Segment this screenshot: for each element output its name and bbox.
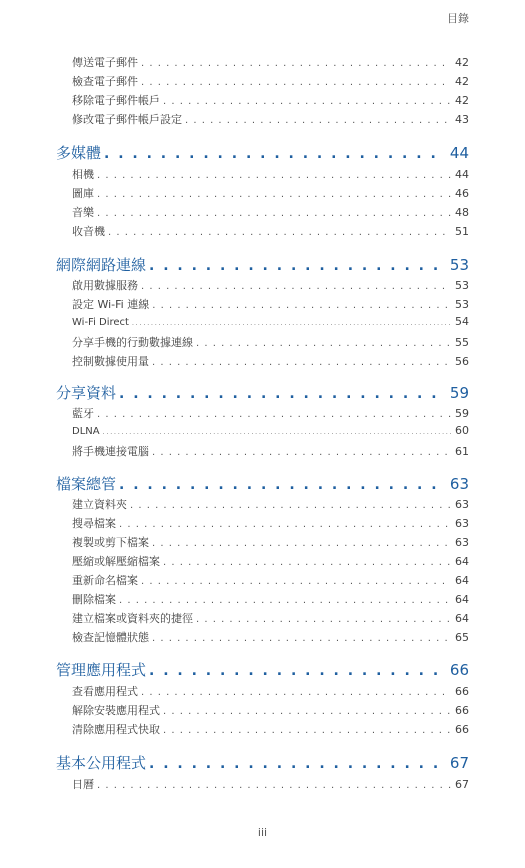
page-number-ref: 63 [455,498,469,511]
toc-section-entry[interactable] [72,204,469,220]
page-number-ref: 64 [455,555,469,568]
page-number-ref: 63 [455,536,469,549]
section-title: 相機 [72,168,94,181]
page-number-ref: 48 [455,206,469,219]
dot-leader [196,338,451,349]
page-number-ref: 44 [449,144,469,162]
dot-leader [163,706,451,717]
section-title: 清除應用程式快取 [72,723,160,736]
toc-section-entry[interactable] [72,629,469,645]
section-title: 將手機連接電腦 [72,445,149,458]
toc-section-entry[interactable] [72,591,469,607]
section-title: 解除安裝應用程式 [72,704,160,717]
toc-section-entry[interactable] [72,721,469,737]
toc-section-entry[interactable] [72,73,469,89]
page-number-ref: 64 [455,612,469,625]
dot-leader [152,538,451,549]
page-number-ref: 63 [455,517,469,530]
toc-section-entry[interactable] [72,776,469,792]
toc-section-entry[interactable] [72,353,469,369]
dot-leader [149,258,446,274]
section-title: 移除電子郵件帳戶 [72,94,160,107]
page-number-ref: 59 [455,407,469,420]
dot-leader [141,281,451,292]
dot-leader [119,519,451,530]
toc-section-entry[interactable] [72,405,469,421]
dot-leader [119,595,451,606]
dot-leader [141,58,451,69]
dot-leader [141,687,451,698]
dot-leader [108,227,451,238]
dot-leader [149,663,446,679]
toc-section-entry[interactable] [72,515,469,531]
page-number-ref: 66 [449,661,469,679]
section-title: 音樂 [72,206,94,219]
dot-leader [141,77,451,88]
section-title: Wi-Fi Direct [72,317,129,328]
toc-section-entry[interactable] [72,572,469,588]
toc-section-entry[interactable] [72,92,469,108]
toc-chapter-entry[interactable] [56,254,469,275]
section-title: 收音機 [72,225,105,238]
toc-section-entry[interactable] [72,315,469,328]
chapter-title: 檔案總管 [56,475,117,493]
page-number-ref: 53 [455,279,469,292]
dot-leader [130,500,451,511]
toc-chapter-entry[interactable] [56,752,469,773]
section-title: 啟用數據服務 [72,279,138,292]
section-title: 查看應用程式 [72,685,138,698]
toc-chapter-entry[interactable] [56,473,469,494]
page-number-ref: 54 [455,315,469,328]
page-number-ref: 42 [455,75,469,88]
dot-leader [149,756,446,772]
section-title: 藍牙 [72,407,94,420]
toc-section-entry[interactable] [72,166,469,182]
section-title: 檢查記憶體狀態 [72,631,149,644]
page-number-ref: 63 [449,475,469,493]
page-number-ref: 51 [455,225,469,238]
toc-section-entry[interactable] [72,424,469,437]
dot-leader [141,576,451,587]
dot-leader [152,357,451,368]
page-number-ref: 55 [455,336,469,349]
dot-leader [119,477,446,493]
page-number-ref: 64 [455,574,469,587]
running-header: 目錄 [447,12,469,25]
section-title: 分享手機的行動數據連線 [72,336,193,349]
section-title: DLNA [72,426,100,437]
chapter-title: 基本公用程式 [56,754,147,772]
toc-chapter-entry[interactable] [56,142,469,163]
dot-leader [163,96,451,107]
dot-leader [152,300,451,311]
toc-section-entry[interactable] [72,54,469,70]
dot-leader [97,409,451,420]
chapter-title: 管理應用程式 [56,661,147,679]
toc-section-entry[interactable] [72,223,469,239]
page-number: iii [257,826,268,839]
section-title: 控制數據使用量 [72,355,149,368]
page-number-ref: 46 [455,187,469,200]
toc-section-entry[interactable] [72,185,469,201]
dot-leader [97,170,451,181]
section-title: 複製或剪下檔案 [72,536,149,549]
dot-leader [119,386,446,402]
section-title: 修改電子郵件帳戶設定 [72,113,182,126]
section-title: 建立檔案或資料夾的捷徑 [72,612,193,625]
toc-section-entry[interactable] [72,553,469,569]
section-title: 傳送電子郵件 [72,56,138,69]
section-title: 設定 Wi-Fi 連線 [72,298,150,311]
section-title: 刪除檔案 [72,593,116,606]
page-number-ref: 66 [455,685,469,698]
dot-leader [103,429,451,436]
page-number-ref: 59 [449,384,469,402]
page-number-ref: 56 [455,355,469,368]
section-title: 壓縮或解壓縮檔案 [72,555,160,568]
dot-leader [185,115,451,126]
toc-section-entry[interactable] [72,683,469,699]
page-number-ref: 42 [455,56,469,69]
page-number-ref: 65 [455,631,469,644]
dot-leader [97,189,451,200]
toc-section-entry[interactable] [72,610,469,626]
chapter-title: 多媒體 [56,144,102,162]
toc-section-entry[interactable] [72,277,469,293]
toc-section-entry[interactable] [72,702,469,718]
dot-leader [104,146,446,162]
dot-leader [132,320,451,327]
toc-section-entry[interactable] [72,296,469,312]
page-number-ref: 66 [455,704,469,717]
dot-leader [97,208,451,219]
section-title: 圖庫 [72,187,94,200]
section-title: 日曆 [72,778,94,791]
toc-section-entry[interactable] [72,496,469,512]
section-title: 搜尋檔案 [72,517,116,530]
page-number-ref: 42 [455,94,469,107]
toc-section-entry[interactable] [72,334,469,350]
dot-leader [97,780,451,791]
toc-chapter-entry[interactable] [56,659,469,680]
page-number-ref: 67 [455,778,469,791]
page-number-ref: 53 [455,298,469,311]
toc-chapter-entry[interactable] [56,382,469,403]
dot-leader [163,725,451,736]
section-title: 建立資料夾 [72,498,127,511]
section-title: 重新命名檔案 [72,574,138,587]
chapter-title: 分享資料 [56,384,117,402]
page-number-ref: 43 [455,113,469,126]
dot-leader [152,447,451,458]
page-number-ref: 44 [455,168,469,181]
toc-section-entry[interactable] [72,111,469,127]
page-number-ref: 67 [449,754,469,772]
toc-section-entry[interactable] [72,534,469,550]
page-number-ref: 64 [455,593,469,606]
page-number-ref: 61 [455,445,469,458]
page-number-ref: 60 [455,424,469,437]
dot-leader [152,633,451,644]
dot-leader [163,557,451,568]
page-number-ref: 66 [455,723,469,736]
chapter-title: 網際網路連線 [56,256,147,274]
dot-leader [196,614,451,625]
section-title: 檢查電子郵件 [72,75,138,88]
page-number-ref: 53 [449,256,469,274]
toc-section-entry[interactable] [72,443,469,459]
